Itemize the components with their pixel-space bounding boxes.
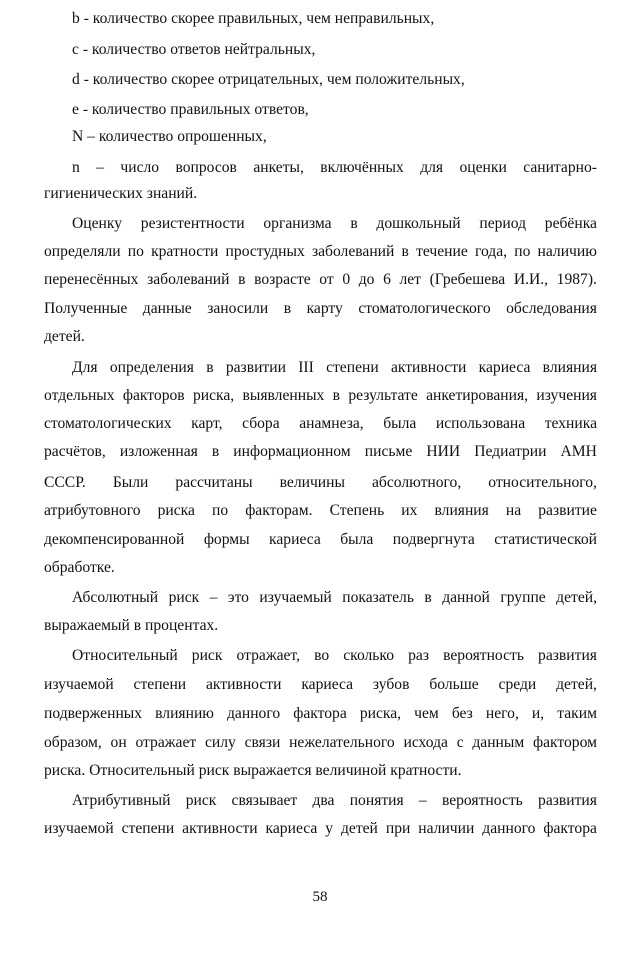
text-line bbox=[44, 385, 597, 407]
word: связывает bbox=[231, 792, 298, 809]
word: Для bbox=[72, 359, 98, 376]
word: число bbox=[120, 159, 160, 176]
word: фактора bbox=[543, 820, 597, 837]
word: изучаемой bbox=[44, 820, 114, 837]
word: декомпенсированной bbox=[44, 531, 185, 548]
word: риска bbox=[157, 502, 195, 519]
word: данные bbox=[142, 300, 192, 317]
word: стоматологического bbox=[358, 300, 491, 317]
word: наличии bbox=[418, 820, 475, 837]
word: карт, bbox=[191, 415, 223, 432]
word: в bbox=[206, 359, 214, 376]
word: Оценку bbox=[72, 215, 123, 232]
word: санитарно- bbox=[523, 159, 597, 176]
word: среди bbox=[498, 676, 537, 693]
word: влияния bbox=[542, 359, 597, 376]
word: влиянию bbox=[155, 705, 214, 722]
word: течение bbox=[416, 243, 468, 260]
text-line bbox=[44, 241, 597, 263]
word: развития bbox=[538, 792, 597, 809]
word: на bbox=[505, 502, 522, 519]
word: период bbox=[479, 215, 527, 232]
word: без bbox=[451, 705, 473, 722]
word: подверженных bbox=[44, 705, 143, 722]
word: анкетирования, bbox=[426, 387, 529, 404]
word: степени bbox=[121, 820, 175, 837]
word: таким bbox=[557, 705, 597, 722]
word: была bbox=[340, 531, 374, 548]
word: включённых bbox=[320, 159, 404, 176]
word: по bbox=[211, 502, 229, 519]
word: Педиатрии bbox=[474, 443, 547, 460]
word: Полученные bbox=[44, 300, 128, 317]
word: вероятность bbox=[441, 792, 523, 809]
word: в bbox=[283, 300, 292, 317]
text-line bbox=[44, 441, 597, 463]
word: нежелательного bbox=[289, 734, 395, 751]
word: определения bbox=[109, 359, 194, 376]
word: с bbox=[456, 734, 464, 751]
word: кариеса bbox=[265, 820, 318, 837]
word: факторам. bbox=[245, 502, 313, 519]
word: это bbox=[227, 589, 249, 606]
word: активности bbox=[206, 676, 282, 693]
word: письме bbox=[364, 443, 413, 460]
word: резистентности bbox=[140, 215, 245, 232]
word: техника bbox=[544, 415, 597, 432]
word: наличию bbox=[537, 243, 597, 260]
text-line bbox=[72, 587, 597, 609]
word: данной bbox=[442, 589, 490, 606]
word: риск bbox=[191, 647, 223, 664]
text-line bbox=[44, 674, 597, 696]
word: отражает, bbox=[236, 647, 300, 664]
word: детей bbox=[340, 820, 378, 837]
word: заболеваний bbox=[311, 243, 395, 260]
word: простудных bbox=[225, 243, 305, 260]
word: подвергнута bbox=[392, 531, 475, 548]
word: расчётов, bbox=[44, 443, 106, 460]
word: степени bbox=[133, 676, 187, 693]
word: изучаемой bbox=[44, 676, 114, 693]
word: сбора bbox=[242, 415, 280, 432]
word: анкеты, bbox=[253, 159, 304, 176]
text-line bbox=[44, 500, 597, 522]
text-line bbox=[44, 529, 597, 551]
word: развитии bbox=[225, 359, 286, 376]
word: формы bbox=[203, 531, 250, 548]
word: кариеса bbox=[269, 531, 321, 548]
text-line bbox=[44, 413, 597, 435]
word: 1987). bbox=[556, 271, 597, 288]
word: АМН bbox=[560, 443, 597, 460]
word: НИИ bbox=[426, 443, 461, 460]
word: кратности bbox=[151, 243, 219, 260]
word: него, bbox=[485, 705, 519, 722]
word: 0 bbox=[342, 271, 351, 288]
text-line: b - количество скорее правильных, чем неправильных, bbox=[72, 10, 435, 27]
word: риск bbox=[185, 792, 217, 809]
word: определяли bbox=[44, 243, 121, 260]
text-line bbox=[72, 790, 597, 812]
word: понятия bbox=[349, 792, 404, 809]
word: изучения bbox=[536, 387, 597, 404]
word: детей, bbox=[556, 676, 597, 693]
text-line: риска. Относительный риск выражается величиной кратности. bbox=[44, 762, 462, 779]
word: Были bbox=[112, 474, 149, 491]
word: и, bbox=[531, 705, 545, 722]
text-line: N – количество опрошенных, bbox=[72, 128, 267, 145]
word: обследования bbox=[506, 300, 597, 317]
text-line: детей. bbox=[44, 328, 85, 345]
word: величины bbox=[279, 474, 345, 491]
word: ребёнка bbox=[544, 215, 597, 232]
word: заносили bbox=[207, 300, 269, 317]
word: развития bbox=[538, 647, 597, 664]
word: степени bbox=[326, 359, 379, 376]
text-line: обработке. bbox=[44, 559, 115, 576]
word: анамнеза, bbox=[299, 415, 364, 432]
word: Абсолютный bbox=[72, 589, 159, 606]
word: стоматологических bbox=[44, 415, 172, 432]
word: активности bbox=[390, 359, 467, 376]
word: заболеваний bbox=[147, 271, 230, 288]
word: И.И., bbox=[513, 271, 549, 288]
word: результате bbox=[348, 387, 418, 404]
word: дошкольный bbox=[376, 215, 461, 232]
word: при bbox=[385, 820, 411, 837]
word: во bbox=[314, 647, 330, 664]
word: фактором bbox=[533, 734, 597, 751]
word: чем bbox=[414, 705, 439, 722]
word: абсолютного, bbox=[371, 474, 462, 491]
word: была bbox=[383, 415, 417, 432]
word: Атрибутивный bbox=[72, 792, 171, 809]
word: в bbox=[238, 271, 246, 288]
word: группе bbox=[500, 589, 546, 606]
word: он bbox=[110, 734, 127, 751]
text-line: выражаемый в процентах. bbox=[44, 617, 219, 634]
word: относительного, bbox=[488, 474, 597, 491]
text-line bbox=[44, 818, 597, 840]
word: раз bbox=[408, 647, 429, 664]
word: лет bbox=[399, 271, 421, 288]
word: влияния bbox=[434, 502, 489, 519]
word: СССР. bbox=[44, 474, 86, 491]
word: в bbox=[401, 243, 409, 260]
word: (Гребешева bbox=[429, 271, 506, 288]
word: изложенная bbox=[119, 443, 198, 460]
word: фактора bbox=[293, 705, 347, 722]
text-line bbox=[44, 269, 597, 291]
word: выявленных bbox=[242, 387, 325, 404]
word: данным bbox=[472, 734, 525, 751]
word: организма bbox=[263, 215, 332, 232]
text-line bbox=[44, 298, 597, 320]
word: показатель bbox=[342, 589, 414, 606]
word: данного bbox=[482, 820, 536, 837]
word: риска, bbox=[359, 705, 402, 722]
word: возрасте bbox=[254, 271, 311, 288]
word: n bbox=[72, 159, 80, 176]
word: рассчитаны bbox=[175, 474, 253, 491]
word: зубов bbox=[372, 676, 410, 693]
word: вероятность bbox=[443, 647, 524, 664]
word: информационном bbox=[233, 443, 351, 460]
word: перенесённых bbox=[44, 271, 139, 288]
word: по bbox=[514, 243, 531, 260]
word: III bbox=[298, 359, 314, 376]
word: больше bbox=[429, 676, 479, 693]
text-line bbox=[72, 213, 597, 235]
word: оценки bbox=[459, 159, 507, 176]
word: 6 bbox=[383, 271, 391, 288]
word: риск bbox=[168, 589, 200, 606]
word: активности bbox=[182, 820, 258, 837]
word: в bbox=[332, 387, 341, 404]
word: образом, bbox=[44, 734, 102, 751]
word: – bbox=[96, 159, 104, 176]
word: – bbox=[418, 792, 427, 809]
word: данного bbox=[227, 705, 281, 722]
word: Степень bbox=[329, 502, 385, 519]
word: атрибутовного bbox=[44, 502, 141, 519]
word: карту bbox=[306, 300, 343, 317]
word: использована bbox=[435, 415, 526, 432]
word: года, bbox=[474, 243, 508, 260]
text-line bbox=[44, 732, 597, 754]
word: связи bbox=[244, 734, 281, 751]
word: риска, bbox=[192, 387, 235, 404]
word: детей, bbox=[556, 589, 597, 606]
text-line bbox=[72, 645, 597, 667]
word: от bbox=[319, 271, 334, 288]
text-line bbox=[72, 357, 597, 379]
word: их bbox=[401, 502, 418, 519]
word: до bbox=[358, 271, 375, 288]
word: для bbox=[420, 159, 444, 176]
word: отражает bbox=[135, 734, 197, 751]
word: кариеса bbox=[301, 676, 354, 693]
word: исхода bbox=[403, 734, 448, 751]
word: в bbox=[424, 589, 432, 606]
word: сколько bbox=[343, 647, 395, 664]
text-line: с - количество ответов нейтральных, bbox=[72, 41, 316, 58]
text-line: е - количество правильных ответов, bbox=[72, 101, 309, 118]
word: изучаемый bbox=[259, 589, 332, 606]
word: кариеса bbox=[478, 359, 531, 376]
word: в bbox=[350, 215, 358, 232]
word: статистической bbox=[494, 531, 597, 548]
word: вопросов bbox=[175, 159, 237, 176]
word: силу bbox=[204, 734, 236, 751]
word: у bbox=[325, 820, 334, 837]
text-line bbox=[72, 157, 597, 179]
word: развитие bbox=[538, 502, 597, 519]
word: – bbox=[209, 589, 218, 606]
word: Относительный bbox=[72, 647, 178, 664]
text-line bbox=[44, 703, 597, 725]
word: факторов bbox=[122, 387, 185, 404]
word: в bbox=[211, 443, 220, 460]
word: по bbox=[127, 243, 144, 260]
word: два bbox=[312, 792, 335, 809]
page-number: 58 bbox=[312, 889, 328, 905]
word: отдельных bbox=[44, 387, 115, 404]
text-line bbox=[44, 472, 597, 494]
text-line: d - количество скорее отрицательных, чем положительных, bbox=[72, 71, 465, 88]
text-line: гигиенических знаний. bbox=[44, 185, 198, 202]
